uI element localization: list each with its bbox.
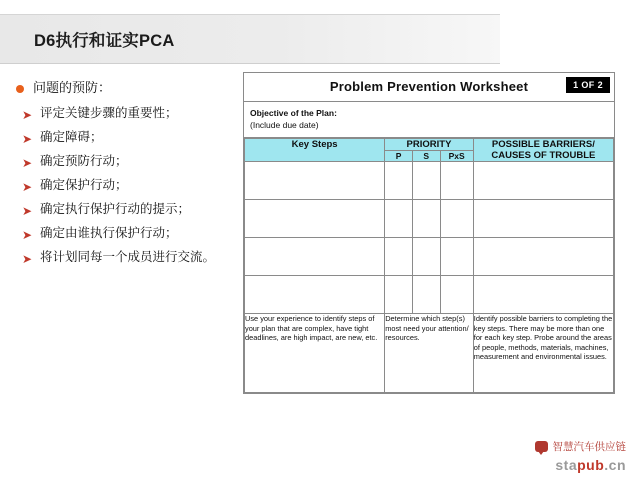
bullet-list bbox=[16, 80, 241, 274]
worksheet-title: Problem Prevention Worksheet bbox=[329, 79, 529, 94]
cell-key-steps[interactable] bbox=[245, 238, 385, 276]
bullet-label: 确定执行保护行动的提示； bbox=[40, 202, 191, 216]
worksheet-table bbox=[244, 138, 614, 393]
column-header-key-steps: Key Steps bbox=[245, 139, 385, 162]
cell-p[interactable] bbox=[385, 238, 413, 276]
wechat-icon bbox=[535, 441, 548, 452]
cell-pxs[interactable] bbox=[440, 238, 473, 276]
column-header-pxs: PxS bbox=[440, 151, 473, 162]
footnote-priority: Determine which step(s) most need your attention/ resources. bbox=[385, 314, 474, 393]
cell-key-steps[interactable] bbox=[245, 276, 385, 314]
site-watermark bbox=[555, 457, 626, 473]
site-watermark-prefix: sta bbox=[555, 457, 578, 473]
column-header-s: S bbox=[412, 151, 440, 162]
cell-barriers[interactable] bbox=[473, 238, 613, 276]
cell-pxs[interactable] bbox=[440, 276, 473, 314]
table-row[interactable] bbox=[245, 200, 614, 238]
arrow-icon: ➤ bbox=[22, 204, 33, 218]
column-header-priority: PRIORITY bbox=[385, 139, 474, 151]
footnote-key-steps: Use your experience to identify steps of your plan that are complex, have tight deadlines, are high impact, are new, etc. bbox=[245, 314, 385, 393]
arrow-icon: ➤ bbox=[22, 132, 33, 146]
objective-hint: (Include due date) bbox=[250, 120, 319, 130]
table-row[interactable] bbox=[245, 238, 614, 276]
arrow-icon: ➤ bbox=[22, 156, 33, 170]
arrow-icon: ➤ bbox=[22, 228, 33, 242]
list-item bbox=[16, 154, 241, 169]
arrow-icon: ➤ bbox=[22, 108, 33, 122]
bullet-label: 确定障碍； bbox=[40, 130, 103, 144]
cell-s[interactable] bbox=[412, 200, 440, 238]
cell-key-steps[interactable] bbox=[245, 200, 385, 238]
page-indicator-badge: 1 OF 2 bbox=[566, 77, 610, 93]
bullet-label: 将计划同每一个成员进行交流。 bbox=[40, 250, 216, 264]
list-item-lead bbox=[16, 80, 241, 95]
wechat-watermark bbox=[535, 439, 627, 454]
list-item bbox=[16, 178, 241, 193]
cell-p[interactable] bbox=[385, 200, 413, 238]
bullet-dot-icon bbox=[16, 85, 24, 93]
bullet-label: 确定由谁执行保护行动； bbox=[40, 226, 178, 240]
footnote-barriers: Identify possible barriers to completing the key steps. There may be more than one for each key step. Probe around the areas of people, methods, materials, machines, measurement and environmental issues. bbox=[473, 314, 613, 393]
cell-pxs[interactable] bbox=[440, 162, 473, 200]
column-header-barriers: POSSIBLE BARRIERS/ CAUSES OF TROUBLE bbox=[473, 139, 613, 162]
list-item bbox=[16, 106, 241, 121]
objective-block bbox=[244, 102, 614, 138]
cell-barriers[interactable] bbox=[473, 200, 613, 238]
cell-p[interactable] bbox=[385, 162, 413, 200]
arrow-icon: ➤ bbox=[22, 180, 33, 194]
table-footnote-row bbox=[245, 314, 614, 393]
site-watermark-suffix: .cn bbox=[604, 457, 626, 473]
cell-p[interactable] bbox=[385, 276, 413, 314]
table-row[interactable] bbox=[245, 276, 614, 314]
bullet-label: 确定预防行动； bbox=[40, 154, 128, 168]
objective-label: Objective of the Plan: bbox=[250, 108, 337, 118]
list-item bbox=[16, 250, 241, 265]
table-header-row bbox=[245, 139, 614, 151]
cell-key-steps[interactable] bbox=[245, 162, 385, 200]
cell-barriers[interactable] bbox=[473, 276, 613, 314]
table-row[interactable] bbox=[245, 162, 614, 200]
worksheet-header bbox=[244, 73, 614, 102]
site-watermark-accent: pub bbox=[577, 457, 605, 473]
column-header-p: P bbox=[385, 151, 413, 162]
list-item bbox=[16, 202, 241, 217]
arrow-icon: ➤ bbox=[22, 252, 33, 266]
page-title: D6执行和证实PCA bbox=[34, 32, 175, 50]
bullet-label: 确定保护行动； bbox=[40, 178, 128, 192]
cell-barriers[interactable] bbox=[473, 162, 613, 200]
wechat-watermark-label: 智慧汽车供应链 bbox=[552, 441, 626, 453]
list-item bbox=[16, 130, 241, 145]
list-item bbox=[16, 226, 241, 241]
cell-s[interactable] bbox=[412, 238, 440, 276]
bullet-label: 评定关键步骤的重要性； bbox=[40, 106, 178, 120]
bullet-label: 问题的预防： bbox=[33, 80, 112, 95]
cell-pxs[interactable] bbox=[440, 200, 473, 238]
cell-s[interactable] bbox=[412, 276, 440, 314]
cell-s[interactable] bbox=[412, 162, 440, 200]
problem-prevention-worksheet bbox=[243, 72, 615, 394]
